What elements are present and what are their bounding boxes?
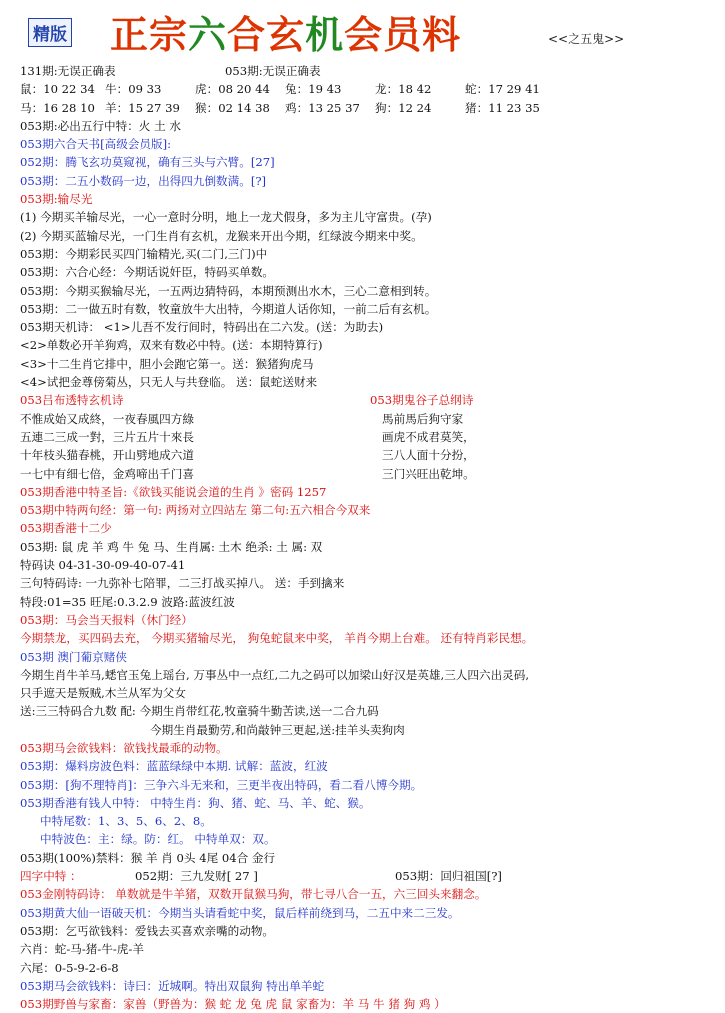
text-line: <4>试把金尊傍菊丛，只无人与共登临。 送：鼠蛇送财来 <box>20 375 318 390</box>
text-line: 三句特码诗: 一九弥补七陪罪，二三打战买掉八。 送：手到擒来 <box>20 576 345 591</box>
text-line: 053期香港中特圣旨:《欲钱买能说会道的生肖 》密码 1257 <box>20 484 327 499</box>
title-char: 玄 <box>266 13 306 57</box>
zodiac-cell: 鼠：10 22 34 <box>20 82 95 97</box>
poem-left-line: 不惟成始又成終，一夜春風四方綠 <box>20 411 194 426</box>
zodiac-cell: 鸡：13 25 37 <box>285 100 360 115</box>
title-char: 员 <box>383 13 423 57</box>
zodiac-cell: 猪：11 23 35 <box>465 100 540 115</box>
zodiac-cell: 马：16 28 10 <box>20 100 95 115</box>
text-line: 053期：六合心经：今期话说奸臣，特码买单数。 <box>20 265 275 280</box>
poem-left-title: 053吕布透特玄机诗 <box>20 393 124 408</box>
text-line: 053期六合天书[高级会员版]: <box>20 137 172 152</box>
four-char-label: 四字中特 ： <box>20 869 82 884</box>
poem-right-line: 三门兴旺出乾坤。 <box>382 466 475 481</box>
text-line: 中特尾数：1、3、5、6、2、8。 <box>40 814 212 829</box>
text-line: 053期：二一做五时有数，牧童放牛大出特，今期道人话你知，一前二后有玄机。 <box>20 301 437 316</box>
poem-left-line: 一七中有细七倍，金鸡啼出千门喜 <box>20 466 194 481</box>
text-line: 六尾：0-5-9-2-6-8 <box>20 960 119 975</box>
text-line: 今期生肖牛羊马,蟋官玉兔上瑶台, 万事丛中一点红,二九之码可以加梁山好汉是英雄,三人四六出灵码, <box>20 667 530 682</box>
text-line: 053期天机诗： <1>儿吾不发行间时，特码出在二六发。(送：为助去) <box>20 320 384 335</box>
text-line: 053期:必出五行中特：火 土 水 <box>20 118 181 133</box>
text-line: 053期：今期彩民买四门输精光,买(二门,三门)中 <box>20 246 268 261</box>
text-line: (1) 今期买羊输尽光，一心一意时分明，地上一龙犬假身，多为主儿守富贵。(孕) <box>20 210 432 225</box>
text-line: 053期 澳门葡京赌侠 <box>20 649 127 664</box>
title-char: 料 <box>422 13 462 57</box>
poem-row <box>20 410 720 428</box>
four-char-current: 053期：回归祖国[?] <box>395 869 502 884</box>
poem-left-line: 十年枝头猫春桃，开山劈地成六道 <box>20 448 194 463</box>
text-line: 053期(100%)禁料：猴 羊 肖 0头 4尾 04合 金行 <box>20 850 276 865</box>
text-line: 053期香港十二少 <box>20 521 112 536</box>
text-line: 六肖：蛇-马-猪-牛-虎-羊 <box>20 942 144 957</box>
text-line: 只手遮天是叛贼,木兰从军为父女 <box>20 686 186 701</box>
text-line: 053期香港有钱人中特： 中特生肖：狗、猪、蛇、马、羊、蛇、猴。 <box>20 795 371 810</box>
poem-titles <box>20 391 720 409</box>
table-caption-left: 131期:无误正确表 <box>20 64 116 78</box>
zodiac-cell: 虎：08 20 44 <box>195 82 270 97</box>
edition-badge: 精版 <box>28 18 72 47</box>
text-line: 今期生肖最勤劳,和尚敲钟三更起,送:挂羊头卖狗肉 <box>150 722 405 737</box>
text-line: 053期：[狗不理特肖]：三争六斗无来和，三更半夜出特码，看二看八博今期。 <box>20 777 423 792</box>
title-char: 正 <box>110 13 150 57</box>
title-char: 宗 <box>149 13 189 57</box>
prediction-section-3 <box>20 885 720 1013</box>
text-line: 特码诀 04-31-30-09-40-07-41 <box>20 558 186 573</box>
text-line: <2>单数必开羊狗鸡，双来有数必中特。(送：本期特算行) <box>20 338 323 353</box>
prediction-section-1 <box>20 117 720 391</box>
page-title <box>110 4 461 59</box>
poem-block <box>20 410 720 483</box>
zodiac-cell: 龙：18 42 <box>375 82 432 97</box>
zodiac-cell: 兔：19 43 <box>285 82 342 97</box>
four-char-row <box>20 867 720 885</box>
poem-right-line: 馬前馬后狗守家 <box>382 411 464 426</box>
text-line: 053期：爆料房波色料：蓝蓝绿绿中本期. 试解：蓝波，红波 <box>20 759 328 774</box>
text-line: 053期野兽与家畜：家兽（野兽为：猴 蛇 龙 兔 虎 鼠 家畜为：羊 马 牛 猪 狗 鸡 ） <box>20 997 446 1012</box>
zodiac-cell: 猴：02 14 38 <box>195 100 270 115</box>
text-line: 053期：二五小数码一边，出得四九倒数满。[?] <box>20 173 267 188</box>
text-line: 053期：今期买猴输尽光，一五两边猜特码，本期预测出水木，三心二意相到转。 <box>20 283 437 298</box>
text-line: 053期黄大仙一语破天机：今期当头请看蛇中奖，鼠后样前绕到马，二五中来二三发。 <box>20 905 460 920</box>
text-line: 053期: 鼠 虎 羊 鸡 牛 兔 马、生肖属: 土木 绝杀: 土 属: 双 <box>20 539 323 554</box>
header <box>0 0 725 62</box>
title-char: 会 <box>344 13 384 57</box>
zodiac-cell: 蛇：17 29 41 <box>465 82 540 97</box>
text-line: 053期中特两句经：第一句: 两扬对立四站左 第二句:五六相合今双来 <box>20 503 371 518</box>
text-line: 053期马会欲钱料：欲钱找最乖的动物。 <box>20 740 228 755</box>
text-line: 特段:01=35 旺尾:0.3.2.9 波路:蓝波红波 <box>20 594 235 609</box>
zodiac-cell: 牛：09 33 <box>105 82 162 97</box>
title-char: 机 <box>305 13 345 57</box>
poem-right-line: 三八人面十分扮， <box>382 448 475 463</box>
text-line: (2) 今期买蓝输尽光，一门生肖有玄机，龙猴来开出今期，红绿波今期来中奖。 <box>20 228 423 243</box>
text-line: 053金刚特码诗： 单数就是牛羊猪，双数开鼠猴马狗，带七寻八合一五，六三回头来翻念。 <box>20 887 487 902</box>
text-line: 送:三三特码合九数 配: 今期生肖带红花,牧童骑牛勤苦读,送一二合九码 <box>20 704 379 719</box>
text-line: 053期:输尽光 <box>20 192 93 207</box>
zodiac-row <box>20 80 720 98</box>
poem-right-line: 画虎不成君莫笑， <box>382 429 475 444</box>
text-line: 053期：马会当天报料（休门经） <box>20 612 193 627</box>
zodiac-row <box>20 99 720 117</box>
poem-row <box>20 428 720 446</box>
title-char: 六 <box>188 13 228 57</box>
prediction-section-2 <box>20 483 720 867</box>
text-line: 053期马会欲钱料：诗曰：近城啊。特出双鼠狗 特出单羊蛇 <box>20 978 325 993</box>
four-char-prev: 052期：三九发财[ 27 ] <box>135 869 258 884</box>
zodiac-number-table <box>20 80 720 117</box>
content-body <box>20 62 720 1013</box>
text-line: 今期禁龙，买四码去充， 今期买猪输尽光， 狗兔蛇鼠来中奖， 羊肖今期上台难。 还有特肖彩民想。 <box>20 631 534 646</box>
text-line: 中特波色：主：绿。防：红。 中特单双：双。 <box>40 832 276 847</box>
table-caption-right: 053期:无误正确表 <box>225 64 321 78</box>
poem-right-title: 053期鬼谷子总纲诗 <box>370 393 474 408</box>
zodiac-cell: 羊：15 27 39 <box>105 100 180 115</box>
text-line: 052期：腾飞玄功莫窥视，确有三头与六臂。[27] <box>20 155 275 170</box>
text-line: <3>十二生肖它排中，胆小会跑它第一。送：猴猪狗虎马 <box>20 356 314 371</box>
subtitle: <<之五鬼>> <box>548 32 625 46</box>
text-line: 053期：乞丐欲钱料：爱钱去买喜欢亲嘴的动物。 <box>20 923 275 938</box>
table-caption-row <box>20 62 720 80</box>
poem-row <box>20 446 720 464</box>
poem-row <box>20 465 720 483</box>
zodiac-cell: 狗：12 24 <box>375 100 432 115</box>
poem-left-line: 五連二三成一對，三片五片十來長 <box>20 429 194 444</box>
title-char: 合 <box>227 13 267 57</box>
